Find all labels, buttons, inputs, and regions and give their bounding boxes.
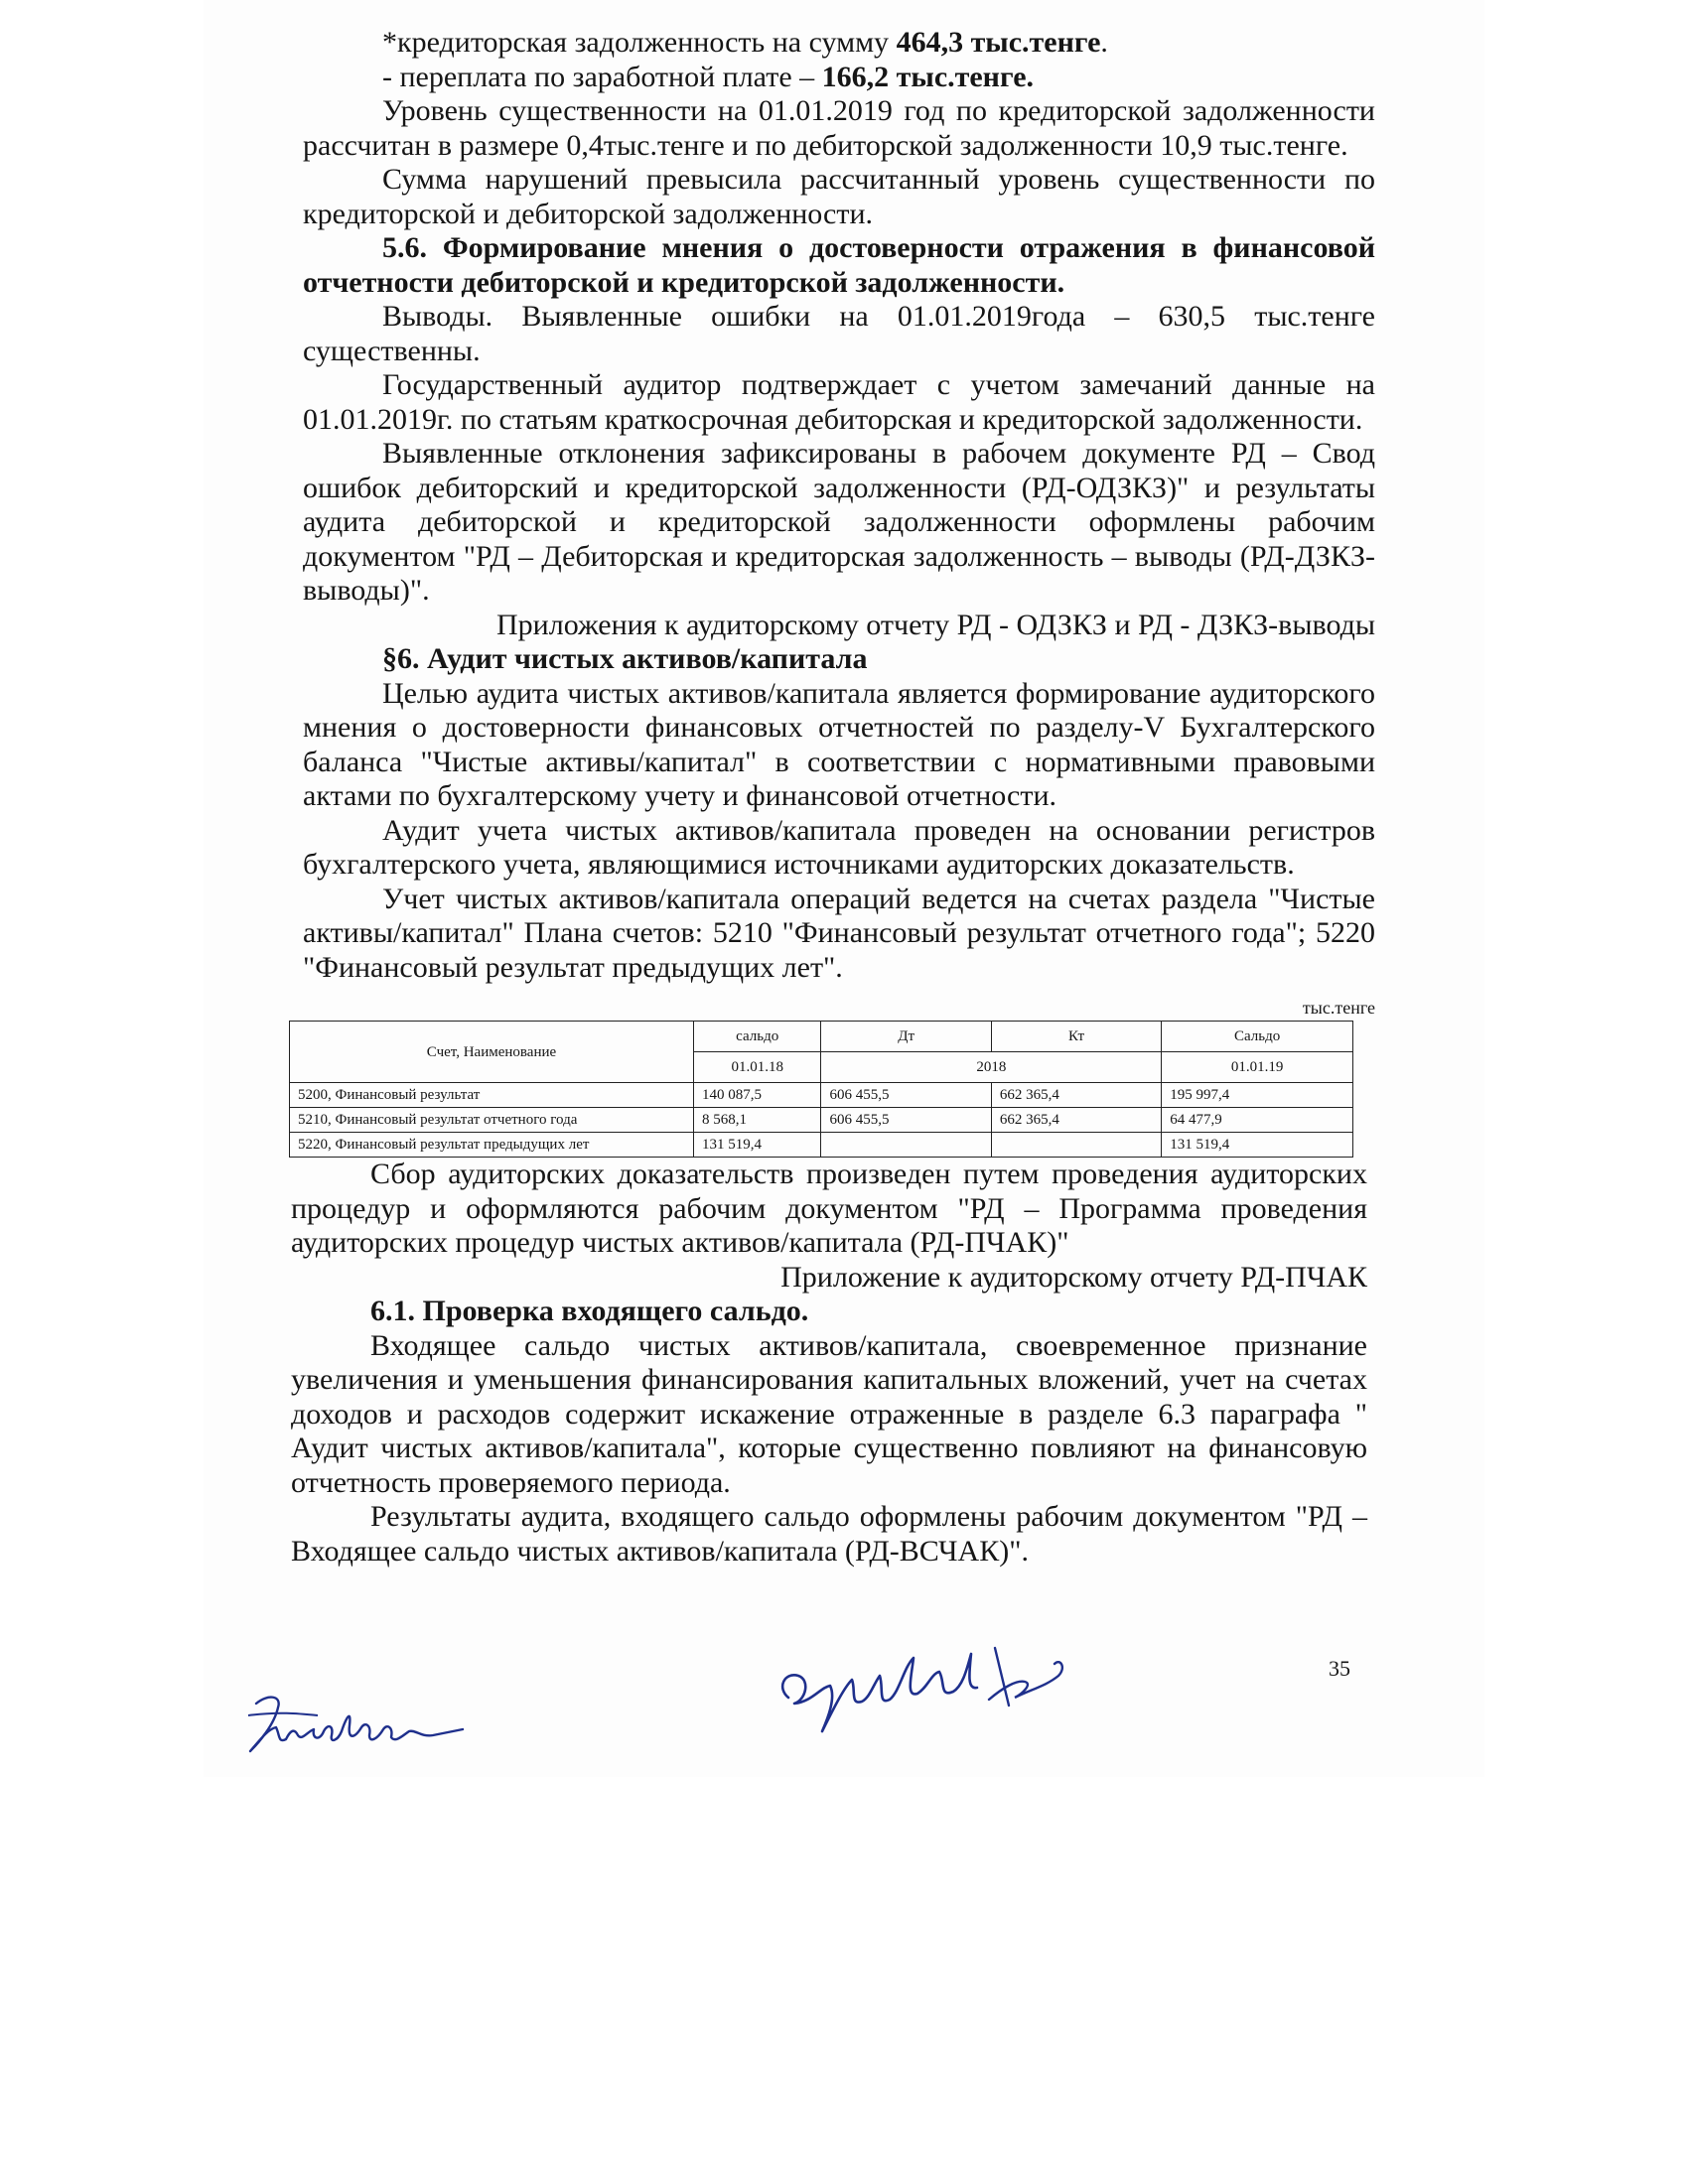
header-closing: Сальдо: [1162, 1022, 1353, 1052]
cell-closing: 195 997,4: [1162, 1083, 1353, 1108]
table-row: [290, 1108, 1353, 1133]
heading-text: 5.6. Формирование мнения о достоверности отражения в финансовой отчетности дебиторской и кредиторской задолженности.: [303, 231, 1375, 299]
cell-credit: 662 365,4: [991, 1083, 1161, 1108]
table-row: [290, 1083, 1353, 1108]
net-assets-table: [289, 1021, 1353, 1158]
paragraph-audit-basis: Аудит учета чистых активов/капитала проведен на основании регистров бухгалтерского учета, являющимися источниками аудиторских доказательств.: [303, 813, 1375, 881]
header-date-closing: 01.01.19: [1162, 1052, 1353, 1083]
paragraph-materiality: Уровень существенности на 01.01.2019 год по кредиторской задолженности рассчитан в размере 0,4тыс.тенге и по дебиторской задолженности 10,9 тыс.тенге.: [303, 94, 1375, 162]
cell-debit: 606 455,5: [821, 1108, 991, 1133]
text: - переплата по заработной плате –: [382, 60, 822, 93]
header-credit: Кт: [991, 1022, 1161, 1052]
amount-bold: 166,2 тыс.тенге.: [821, 60, 1035, 93]
cell-opening: 8 568,1: [693, 1108, 821, 1133]
paragraph-violations: Сумма нарушений превысила рассчитанный уровень существенности по кредиторской и дебиторской задолженности.: [303, 163, 1375, 230]
cell-closing: 131 519,4: [1162, 1133, 1353, 1158]
header-year: 2018: [821, 1052, 1162, 1083]
paragraph-conclusions: Выводы. Выявленные ошибки на 01.01.2019года – 630,5 тыс.тенге существенны.: [303, 300, 1375, 367]
cell-account: 5210, Финансовый результат отчетного года: [290, 1108, 694, 1133]
paragraph-auditor-confirms: Государственный аудитор подтверждает с учетом замечаний данные на 01.01.2019г. по статьям краткосрочная дебиторская и кредиторской задолженности.: [303, 368, 1375, 436]
paragraph-overpayment: [303, 61, 1375, 95]
cell-opening: 131 519,4: [693, 1133, 821, 1158]
signature-right-icon: [765, 1628, 1082, 1747]
paragraph-payables: [303, 26, 1375, 61]
attachment-note-1: Приложения к аудиторскому отчету РД - ОДЗКЗ и РД - ДЗКЗ-выводы: [496, 608, 1375, 641]
paragraph-purpose: Целью аудита чистых активов/капитала является формирование аудиторского мнения о достоверности финансовых отчетностей по разделу-V Бухгалтерского баланса "Чистые активы/капитал" в соответствии с нормативными правовыми актами по бухгалтерскому учету и финансовой отчетности.: [303, 676, 1375, 812]
cell-closing: 64 477,9: [1162, 1108, 1353, 1133]
paragraph-results: Результаты аудита, входящего сальдо оформлены рабочим документом "РД – Входящее сальдо чистых активов/капитала (РД-ВСЧАК)".: [291, 1500, 1367, 1568]
header-date-opening: 01.01.18: [693, 1052, 821, 1083]
section-heading-6: [303, 642, 1375, 677]
table-row: [290, 1133, 1353, 1158]
after-table-block: [291, 1158, 1367, 1569]
page-number: 35: [1329, 1656, 1350, 1681]
heading-text: §6. Аудит чистых активов/капитала: [382, 642, 868, 675]
header-opening: сальдо: [693, 1022, 821, 1052]
cell-credit: [991, 1133, 1161, 1158]
cell-credit: 662 365,4: [991, 1108, 1161, 1133]
text: *кредиторская задолженность на сумму: [382, 26, 897, 59]
paragraph-evidence: Сбор аудиторских доказательств произведен путем проведения аудиторских процедур и оформляются рабочим документом "РД – Программа проведения аудиторских процедур чистых активов/капитала (РД-ПЧАК)": [291, 1158, 1367, 1259]
signature-left-icon: [238, 1686, 477, 1765]
cell-opening: 140 087,5: [693, 1083, 821, 1108]
cell-debit: 606 455,5: [821, 1083, 991, 1108]
table-units: тыс.тенге: [1302, 998, 1375, 1018]
paragraph-accounts: Учет чистых активов/капитала операций ведется на счетах раздела "Чистые активы/капитал" Плана счетов: 5210 "Финансовый результат отчетного года"; 5220 "Финансовый результат предыдущих лет".: [303, 882, 1375, 984]
text: .: [1100, 26, 1108, 59]
attachment-note-2: Приложение к аудиторскому отчету РД-ПЧАК: [780, 1260, 1367, 1294]
header-debit: Дт: [821, 1022, 991, 1052]
section-heading-6-1: [291, 1295, 1367, 1329]
cell-debit: [821, 1133, 991, 1158]
document-body: [291, 26, 1375, 1569]
heading-text: 6.1. Проверка входящего сальдо.: [370, 1295, 809, 1327]
paragraph-opening-balance: Входящее сальдо чистых активов/капитала, своевременное признание увеличения и уменьшения финансирования капитальных вложений, учет на счетах доходов и расходов содержит искажение отраженные в разделе 6.3 параграфа " Аудит чистых активов/капитала", которые существенно повлияют на финансовую отчетность проверяемого периода.: [291, 1328, 1367, 1499]
paragraph-deviations: Выявленные отклонения зафиксированы в рабочем документе РД – Свод ошибок дебиторский и кредиторской задолженности (РД-ОДЗКЗ)" и результаты аудита дебиторской и кредиторской задолженности оформлены рабочим документом "РД – Дебиторская и кредиторская задолженность – выводы (РД-ДЗКЗ-выводы)".: [303, 437, 1375, 607]
table-header-row: [290, 1022, 1353, 1052]
header-account: Счет, Наименование: [290, 1022, 694, 1083]
amount-bold: 464,3 тыс.тенге: [896, 26, 1101, 59]
cell-account: 5200, Финансовый результат: [290, 1083, 694, 1108]
cell-account: 5220, Финансовый результат предыдущих лет: [290, 1133, 694, 1158]
section-heading-5-6: [303, 231, 1375, 300]
